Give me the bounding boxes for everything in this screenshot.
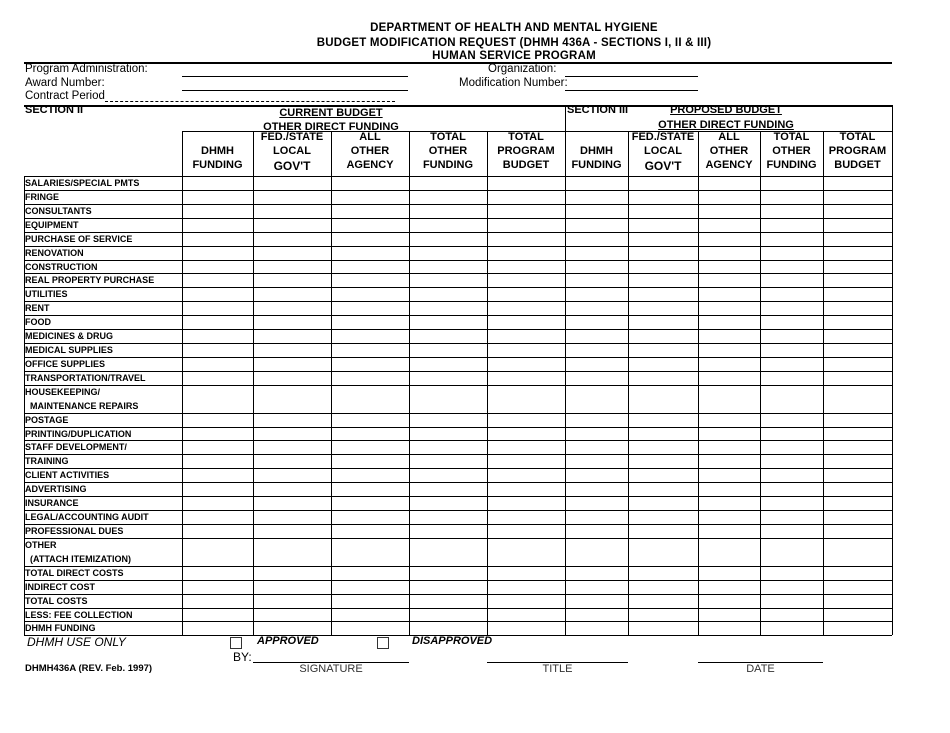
- date-caption: DATE: [746, 663, 775, 675]
- grid-hline: [24, 385, 892, 386]
- grid-hline: [182, 131, 892, 132]
- column-header-8-line-1: ALL: [718, 131, 740, 143]
- grid-hline: [24, 176, 892, 177]
- row-label: SALARIES/SPECIAL PMTS: [25, 178, 140, 188]
- grid-vline: [565, 105, 566, 131]
- row-label: (ATTACH ITEMIZATION): [25, 553, 131, 564]
- grid-hline: [24, 608, 892, 609]
- grid-hline: [24, 204, 892, 205]
- grid-hline: [24, 190, 892, 191]
- column-header-2-line-2: LOCAL: [273, 145, 311, 157]
- grid-hline: [24, 232, 892, 233]
- grid-hline: [24, 301, 892, 302]
- column-header-3-line-2: OTHER: [350, 145, 390, 157]
- row-label: TOTAL DIRECT COSTS: [25, 567, 124, 578]
- organization-field[interactable]: [565, 76, 698, 77]
- award-number-label: Award Number:: [25, 77, 105, 89]
- grid-hline: [24, 315, 892, 316]
- column-header-7-line-2: LOCAL: [644, 145, 682, 157]
- approved-label: APPROVED: [257, 635, 319, 647]
- row-label: MEDICAL SUPPLIES: [25, 345, 113, 356]
- row-label: POSTAGE: [25, 414, 69, 425]
- row-label: ADVERTISING: [25, 484, 87, 495]
- row-label: RENT: [25, 303, 50, 314]
- row-label: TRAINING: [25, 456, 69, 467]
- column-header-10-line-3: BUDGET: [834, 159, 881, 171]
- grid-hline: [24, 580, 892, 581]
- grid-hline: [24, 273, 892, 274]
- grid-hline: [24, 510, 892, 511]
- column-header-9-line-3: FUNDING: [766, 159, 817, 171]
- row-label: PRINTING/DUPLICATION: [25, 428, 132, 439]
- signature-caption: SIGNATURE: [299, 663, 363, 675]
- grid-hline: [24, 496, 892, 497]
- column-header-3-line-1: ALL: [359, 131, 381, 143]
- row-label: HOUSEKEEPING/: [25, 386, 101, 397]
- column-header-10-line-1: TOTAL: [839, 131, 876, 143]
- award-number-field[interactable]: [182, 90, 408, 91]
- grid-hline: [24, 621, 892, 622]
- row-label: INDIRECT COST: [25, 581, 96, 592]
- row-label: INSURANCE: [25, 498, 79, 509]
- grid-hline: [24, 482, 892, 483]
- column-header-4-line-2: OTHER: [428, 145, 468, 157]
- column-header-5-line-1: TOTAL: [508, 131, 544, 143]
- title-caption: TITLE: [542, 663, 573, 675]
- disapproved-checkbox[interactable]: [377, 637, 389, 649]
- grid-hline: [24, 329, 892, 330]
- grid-hline: [24, 427, 892, 428]
- section-2-label: SECTION II: [25, 104, 84, 116]
- current-other-direct-funding-label: OTHER DIRECT FUNDING: [263, 121, 399, 133]
- column-header-2-line-3: GOV'T: [273, 159, 311, 173]
- column-header-9-line-1: TOTAL: [773, 131, 810, 143]
- row-label: REAL PROPERTY PURCHASE: [25, 275, 155, 286]
- row-label: FOOD: [25, 317, 51, 328]
- column-header-9-line-2: OTHER: [772, 145, 811, 157]
- row-label: MAINTENANCE REPAIRS: [25, 400, 139, 411]
- row-label: PURCHASE OF SERVICE: [25, 233, 133, 244]
- column-header-7-line-3: GOV'T: [644, 159, 682, 173]
- approved-checkbox[interactable]: [230, 637, 242, 649]
- column-header-8-line-2: OTHER: [709, 145, 749, 157]
- column-header-6-line-3: FUNDING: [571, 159, 622, 171]
- row-label: PROFESSIONAL DUES: [25, 526, 124, 536]
- grid-vline: [182, 131, 183, 635]
- column-header-1-line-2: DHMH: [201, 145, 234, 157]
- grid-hline: [24, 538, 892, 539]
- row-label: CONSULTANTS: [25, 205, 92, 216]
- grid-vline: [698, 131, 699, 635]
- grid-hline: [24, 371, 892, 372]
- grid-vline: [331, 131, 332, 635]
- grid-hline: [24, 343, 892, 344]
- grid-hline: [24, 287, 892, 288]
- dept-title: DEPARTMENT OF HEALTH AND MENTAL HYGIENE: [370, 22, 658, 34]
- grid-hline: [24, 357, 892, 358]
- grid-hline: [24, 440, 892, 441]
- row-label: CLIENT ACTIVITIES: [25, 470, 110, 481]
- column-header-1-line-3: FUNDING: [192, 159, 243, 171]
- disapproved-label: DISAPPROVED: [412, 635, 493, 647]
- row-label: OFFICE SUPPLIES: [25, 358, 106, 369]
- section-3-label: SECTION III: [567, 104, 629, 116]
- column-header-5-line-2: PROGRAM: [497, 145, 555, 157]
- grid-vline: [409, 131, 410, 635]
- program-admin-label: Program Administration:: [25, 63, 148, 75]
- column-header-4-line-3: FUNDING: [422, 159, 474, 171]
- top-rule: [24, 62, 892, 64]
- current-budget-label: CURRENT BUDGET: [279, 107, 383, 119]
- row-label: LEGAL/ACCOUNTING AUDIT: [25, 512, 149, 523]
- program-admin-field[interactable]: [182, 76, 408, 77]
- row-label: UTILITIES: [25, 289, 68, 300]
- grid-hline: [24, 260, 892, 261]
- row-label: TRANSPORTATION/TRAVEL: [25, 372, 146, 383]
- grid-vline: [760, 131, 761, 635]
- grid-vline: [892, 105, 893, 635]
- grid-vline: [487, 131, 488, 635]
- row-label: MEDICINES & DRUG: [25, 331, 114, 342]
- grid-hline: [24, 594, 892, 595]
- row-label: TOTAL COSTS: [25, 595, 88, 606]
- grid-hline: [24, 566, 892, 567]
- grid-vline: [565, 131, 566, 635]
- row-label: RENOVATION: [25, 247, 84, 258]
- column-header-3-line-3: AGENCY: [346, 159, 394, 171]
- proposed-other-direct-funding-label: OTHER DIRECT FUNDING: [658, 119, 794, 131]
- contract-period-label: Contract Period: [25, 90, 105, 102]
- column-header-2-line-1: FED./STATE: [260, 131, 324, 143]
- row-label: OTHER: [25, 539, 57, 550]
- dhmh-use-only-label: DHMH USE ONLY: [27, 635, 126, 649]
- form-title: BUDGET MODIFICATION REQUEST (DHMH 436A - SECTIONS I, II & III): [316, 37, 712, 49]
- row-label: EQUIPMENT: [25, 219, 79, 230]
- proposed-budget-label: PROPOSED BUDGET: [670, 104, 782, 116]
- row-label: CONSTRUCTION: [25, 261, 98, 272]
- modification-number-label: Modification Number:: [459, 77, 568, 89]
- grid-vline: [628, 131, 629, 635]
- grid-hline: [24, 454, 892, 455]
- column-header-4-line-1: TOTAL: [430, 131, 466, 143]
- column-header-7-line-1: FED./STATE: [631, 131, 695, 143]
- grid-vline: [823, 131, 824, 635]
- column-header-6-line-2: DHMH: [580, 145, 613, 157]
- grid-vline: [253, 131, 254, 635]
- grid-hline: [24, 524, 892, 525]
- column-header-8-line-3: AGENCY: [705, 159, 753, 171]
- by-label: BY:: [233, 650, 252, 664]
- grid-hline: [24, 413, 892, 414]
- column-header-10-line-2: PROGRAM: [828, 145, 887, 157]
- contract-period-field[interactable]: [105, 101, 395, 102]
- column-header-5-line-3: BUDGET: [502, 159, 550, 171]
- row-label: LESS: FEE COLLECTION: [25, 609, 133, 620]
- row-label: DHMH FUNDING: [25, 623, 96, 634]
- row-label: FRINGE: [25, 191, 60, 202]
- modification-number-field[interactable]: [565, 90, 698, 91]
- grid-hline: [24, 218, 892, 219]
- grid-hline: [24, 246, 892, 247]
- program-title: HUMAN SERVICE PROGRAM: [432, 50, 596, 62]
- grid-hline: [24, 468, 892, 469]
- organization-label: Organization:: [488, 63, 557, 75]
- row-label: STAFF DEVELOPMENT/: [25, 442, 127, 453]
- form-id: DHMH436A (REV. Feb. 1997): [25, 663, 153, 674]
